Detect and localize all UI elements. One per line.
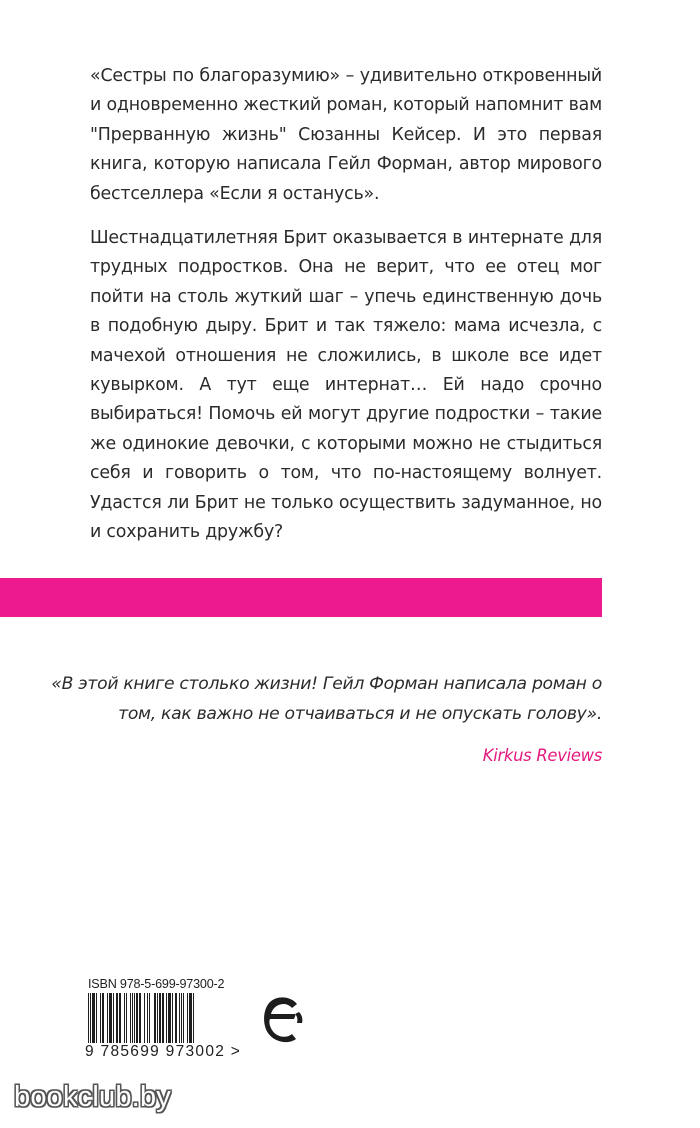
isbn-label: ISBN 978-5-699-97300-2 bbox=[88, 977, 225, 991]
description-paragraph-2: Шестнадцатилетняя Брит оказывается в интернате для трудных подростков. Она не верит, что ее отец мог пойти на столь жуткий шаг – упечь единственную дочь в подобную дыру. Брит и так тяжело: мама исчезла, с мачехой отношения не сложились, в школе все идет кувырком. А тут еще интернат… Ей надо срочно выбираться! Помочь ей могут другие подростки – такие же одинокие девочки, с которыми можно не стыдиться себя и говорить о том, что по-настоящему волнует. Удастся ли Брит не только осуществить задуманное, но и сохранить дружбу? bbox=[90, 228, 602, 543]
eksmo-logo-icon bbox=[258, 990, 308, 1050]
review-quote: «В этой книге столько жизни! Гейл Форман написала роман о том, как важно не отчаиваться и не опускать голову». bbox=[51, 674, 602, 724]
barcode-digits: 9 785699 973002 > bbox=[85, 1043, 242, 1060]
pink-accent-band bbox=[0, 578, 602, 617]
barcode bbox=[88, 993, 248, 1047]
watermark: bookclub.by bbox=[14, 1081, 171, 1113]
review-source: Kirkus Reviews bbox=[482, 746, 602, 765]
description-paragraph-1: «Сестры по благоразумию» – удивительно откровенный и одновременно жесткий роман, который напомнит вам "Прерванную жизнь" Сюзанны Кейсер. И это первая книга, которую написала Гейл Форман, автор мирового бестселлера «Если я останусь». bbox=[90, 66, 602, 204]
